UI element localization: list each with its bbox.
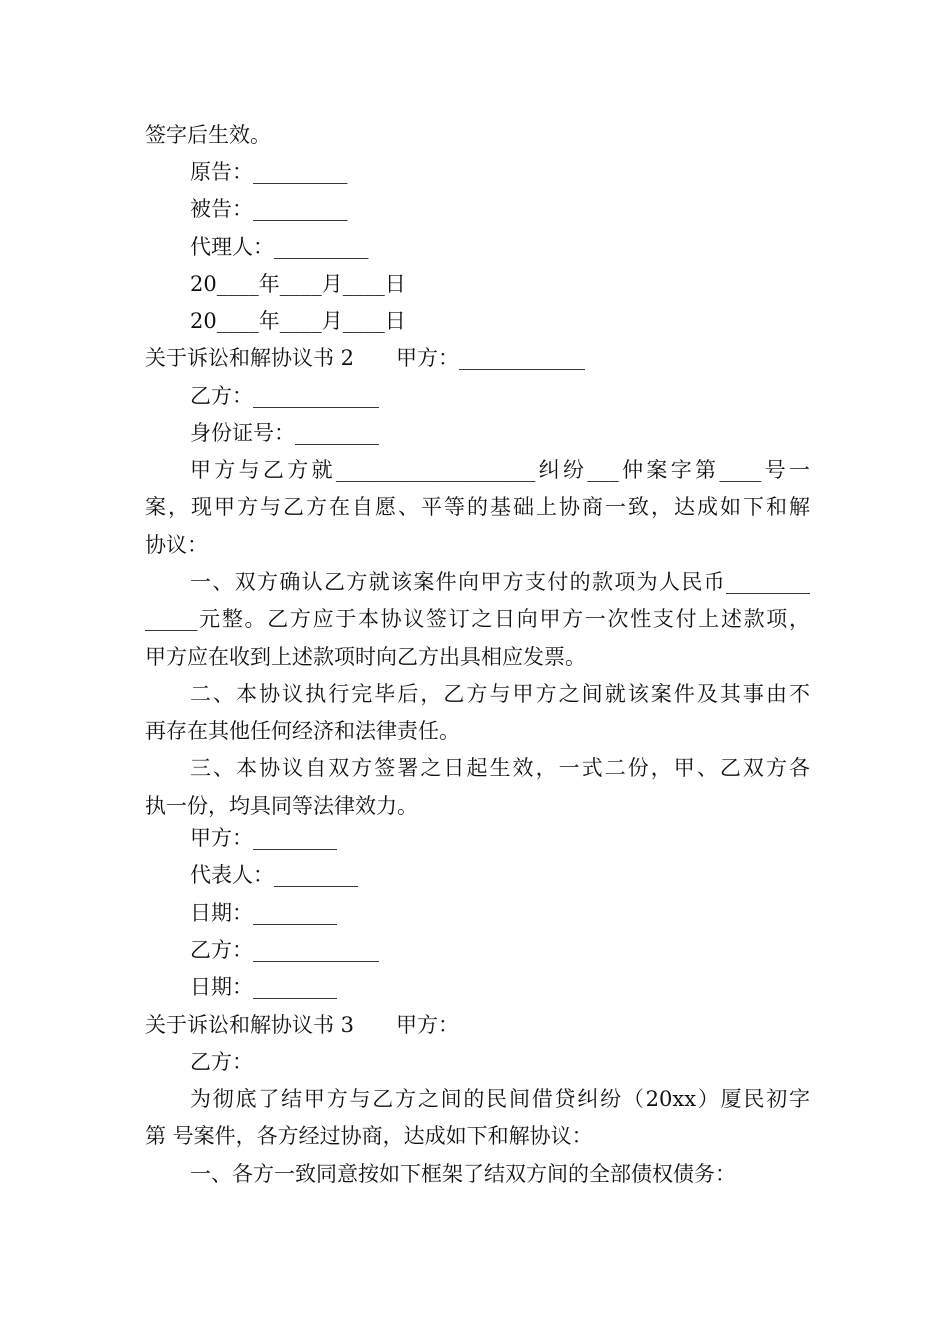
signature-line: 乙方：____________ xyxy=(190,938,379,962)
clause-line: 三、本协议自双方签署之日起生效，一式二份，甲、乙双方各 xyxy=(190,756,810,780)
id-number-line: 身份证号：________ xyxy=(190,421,379,445)
clause-line: 再存在其他任何经济和法律责任。 xyxy=(145,719,460,743)
clause-line: 二、本协议执行完毕后，乙方与甲方之间就该案件及其事由不 xyxy=(190,682,810,706)
party-b-line: 乙方： xyxy=(190,1050,253,1074)
clause-line: _____元整。乙方应于本协议签订之日向甲方一次性支付上述款项， xyxy=(145,607,810,631)
agent-line: 代理人：_________ xyxy=(190,235,369,259)
signature-line: 甲方：________ xyxy=(190,826,337,850)
section-heading: 关于诉讼和解协议书 2 甲方：____________ xyxy=(145,346,586,370)
clause-line: 一、各方一致同意按如下框架了结双方间的全部债权债务： xyxy=(190,1162,736,1186)
paragraph-line: 案，现甲方与乙方在自愿、平等的基础上协商一致，达成如下和解 xyxy=(145,495,810,519)
paragraph-line: 协议： xyxy=(145,533,208,557)
paragraph-line: 甲方与乙方就___________________纠纷___仲案字第____号一 xyxy=(190,458,810,482)
date-line: 20____年____月____日 xyxy=(190,309,406,333)
signature-line: 日期：________ xyxy=(190,901,337,925)
paragraph-line: 第 号案件，各方经过协商，达成如下和解协议： xyxy=(145,1124,593,1148)
text-line: 签字后生效。 xyxy=(145,123,271,147)
clause-line: 甲方应在收到上述款项时向乙方出具相应发票。 xyxy=(145,645,586,669)
section-heading: 关于诉讼和解协议书 3 甲方： xyxy=(145,1013,460,1037)
signature-line: 日期：________ xyxy=(190,975,337,999)
signature-line: 代表人：________ xyxy=(190,863,358,887)
date-line: 20____年____月____日 xyxy=(190,272,406,296)
defendant-line: 被告：_________ xyxy=(190,197,348,221)
plaintiff-line: 原告：_________ xyxy=(190,160,348,184)
clause-line: 执一份，均具同等法律效力。 xyxy=(145,794,418,818)
party-b-line: 乙方：____________ xyxy=(190,384,379,408)
paragraph-line: 为彻底了结甲方与乙方之间的民间借贷纠纷（20xx）厦民初字 xyxy=(190,1087,810,1111)
clause-line: 一、双方确认乙方就该案件向甲方支付的款项为人民币________ xyxy=(190,570,810,594)
